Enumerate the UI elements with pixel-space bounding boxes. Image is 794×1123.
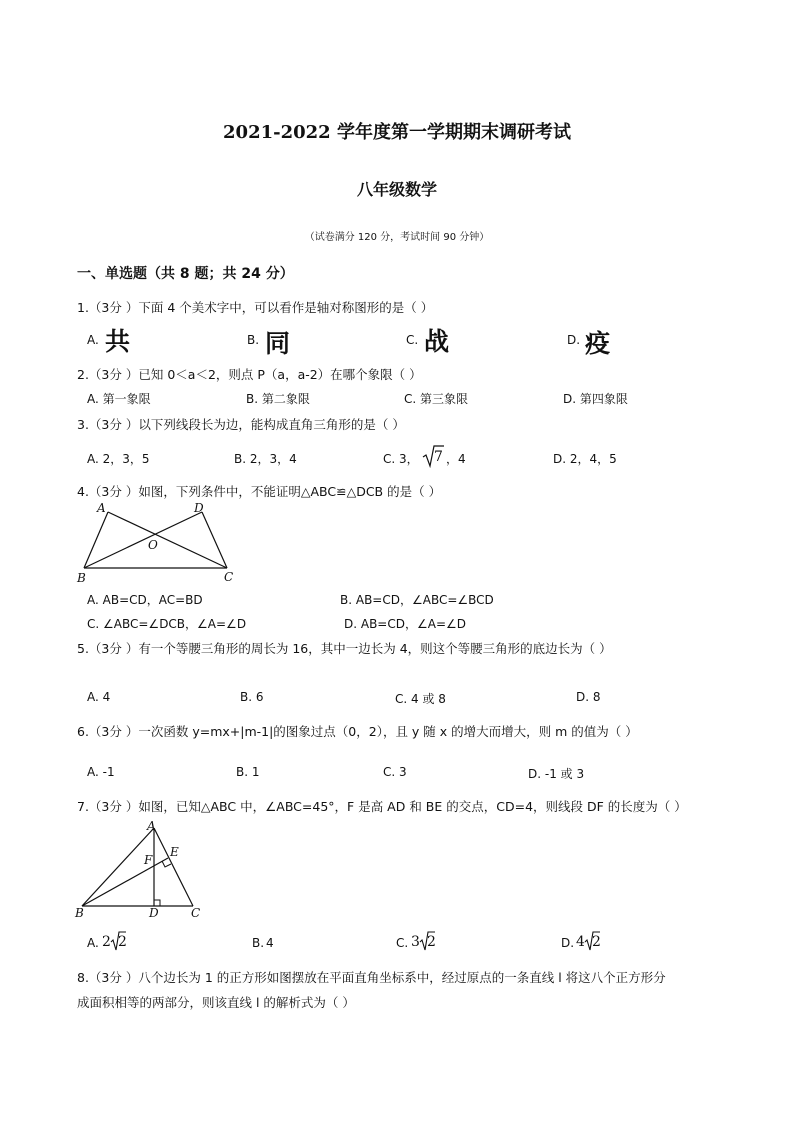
- q2-option-c: C. 第三象限: [404, 392, 469, 406]
- question-5: 5.（3分 ）有一个等腰三角形的周长为 16，其中一边长为 4，则这个等腰三角形的底边长为（ ）: [77, 641, 612, 656]
- q1-option-d-label: D.: [567, 333, 581, 347]
- question-8-line-1: 8.（3分 ）八个边长为 1 的正方形如图摆放在平面直角坐标系中，经过原点的一条直线 l 将这八个正方形分: [77, 970, 666, 985]
- q5-option-b: B. 6: [240, 690, 264, 704]
- q7-option-d-radicand: 2: [592, 934, 601, 950]
- q7-label-e: E: [170, 845, 179, 859]
- q1-option-b-label: B.: [247, 333, 260, 347]
- q6-option-d: D. -1 或 3: [528, 767, 585, 781]
- q4-option-b: B. AB=CD，∠ABC=∠BCD: [340, 593, 494, 607]
- q4-figure: [76, 500, 246, 584]
- q4-label-o: O: [148, 538, 158, 552]
- q7-option-c-coef: 3: [411, 934, 420, 950]
- exam-note: （试卷满分 120 分，考试时间 90 分钟）: [304, 232, 490, 243]
- question-2: 2.（3分 ）已知 0＜a＜2，则点 P（a，a-2）在哪个象限（ ）: [77, 367, 422, 382]
- q6-option-a: A. -1: [87, 765, 115, 779]
- q1-option-d-char: 疫: [585, 329, 611, 358]
- q4-label-a: A: [97, 501, 106, 515]
- q1-option-c-char: 战: [424, 327, 450, 356]
- section-heading: 一、单选题（共 8 题；共 24 分）: [77, 266, 294, 282]
- q2-option-a: A. 第一象限: [87, 392, 151, 406]
- q5-option-d: D. 8: [576, 690, 601, 704]
- q3-option-c: C. 3，: [383, 452, 419, 466]
- exam-title: 2021-2022 学年度第一学期期末调研考试: [223, 122, 571, 143]
- q7-label-b: B: [75, 906, 84, 920]
- q7-option-d-label: D.: [561, 936, 575, 950]
- subject-title: 八年级数学: [356, 180, 437, 199]
- q3-option-a: A. 2，3，5: [87, 452, 150, 466]
- question-6: 6.（3分 ）一次函数 y=mx+|m-1|的图象过点（0，2），且 y 随 x 的增大而增大，则 m 的值为（ ）: [77, 724, 638, 739]
- q1-option-b-char: 同: [265, 329, 291, 358]
- q7-label-c: C: [191, 906, 201, 920]
- q4-option-a: A. AB=CD，AC=BD: [87, 593, 203, 607]
- q1-option-a-char: 共: [105, 327, 131, 356]
- q7-figure-lines: [82, 828, 193, 906]
- q7-option-b-value: 4: [266, 936, 274, 950]
- q7-label-f: F: [144, 853, 153, 867]
- q2-option-d: D. 第四象限: [563, 392, 628, 406]
- q7-label-d: D: [149, 906, 159, 920]
- q3-option-c-tail: ，4: [446, 452, 466, 466]
- q7-option-d-coef: 4: [576, 934, 585, 950]
- question-1: 1.（3分 ）下面 4 个美术字中，可以看作是轴对称图形的是（ ）: [77, 300, 434, 315]
- q4-label-c: C: [224, 570, 234, 584]
- q5-option-a: A. 4: [87, 690, 111, 704]
- q7-option-c-label: C.: [396, 936, 409, 950]
- q3-option-d: D. 2，4，5: [553, 452, 617, 466]
- q7-label-a: A: [147, 819, 156, 833]
- q4-option-d: D. AB=CD，∠A=∠D: [344, 617, 467, 631]
- q4-label-b: B: [77, 571, 86, 584]
- q1-option-a-label: A.: [87, 333, 99, 347]
- q4-option-c: C. ∠ABC=∠DCB，∠A=∠D: [87, 617, 247, 631]
- q4-label-d: D: [194, 501, 204, 515]
- question-4: 4.（3分 ）如图，下列条件中，不能证明△ABC≌△DCB 的是（ ）: [77, 484, 442, 499]
- q7-figure: [74, 816, 204, 920]
- q7-option-a-radicand: 2: [118, 934, 127, 950]
- q3-option-b: B. 2，3，4: [234, 452, 297, 466]
- q2-option-b: B. 第二象限: [246, 392, 310, 406]
- q7-option-a-coef: 2: [102, 934, 111, 950]
- q6-option-c: C. 3: [383, 765, 407, 779]
- question-8-line-2: 成面积相等的两部分，则该直线 l 的解析式为（ ）: [77, 995, 355, 1010]
- q7-option-c-radicand: 2: [427, 934, 436, 950]
- q6-option-b: B. 1: [236, 765, 260, 779]
- question-7: 7.（3分 ）如图，已知△ABC 中，∠ABC=45°，F 是高 AD 和 BE 的交点，CD=4，则线段 DF 的长度为（ ）: [77, 799, 687, 814]
- q1-option-c-label: C.: [406, 333, 419, 347]
- q7-option-a-label: A.: [87, 936, 99, 950]
- q3-option-c-radicand: 7: [434, 449, 443, 465]
- q7-option-b-label: B.: [252, 936, 265, 950]
- question-3: 3.（3分 ）以下列线段长为边，能构成直角三角形的是（ ）: [77, 417, 405, 432]
- q5-option-c: C. 4 或 8: [395, 692, 446, 706]
